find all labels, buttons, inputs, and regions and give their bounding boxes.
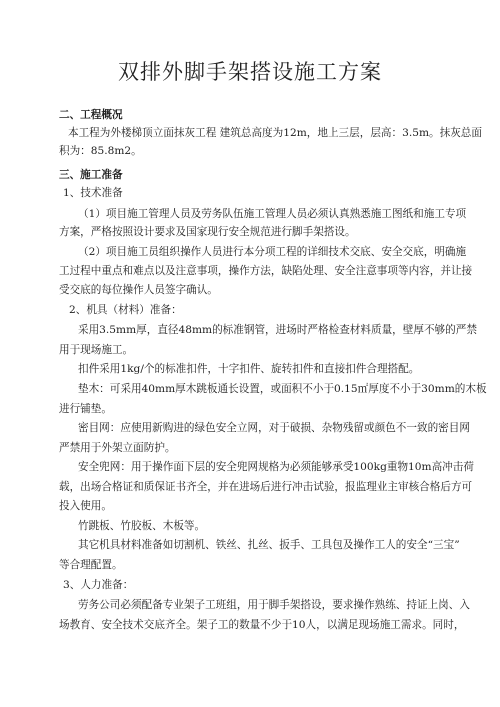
paragraph-line: 竹跳板、竹胶板、木板等。 [78,520,206,532]
subheading-equipment: 2、机具（材料）准备： [69,304,182,316]
paragraph-line: 用于现场施工。 [59,344,134,356]
paragraph-line: 积为：85.8m2。 [59,145,142,157]
paragraph-line: 投入使用。 [59,500,112,512]
paragraph-line: 密目网：应使用新购进的绿色安全立网，对于破损、杂物残留或颜色不一致的密目网 [78,422,470,434]
paragraph-line: 受交底的每位操作人员签字确认。 [59,284,218,296]
paragraph-line: 方案，严格按照设计要求及国家现行安全规范进行脚手架搭设。 [59,226,356,238]
paragraph-line: 安全兜网：用于操作面下层的安全兜网规格为必须能够承受100kg重物10m高冲击荷 [78,461,474,473]
paragraph-line: 劳务公司必须配备专业架子工班组，用于脚手架搭设，要求操作熟练、持证上岗、入 [78,599,470,611]
section-heading-preparation: 三、施工准备 [59,169,123,181]
paragraph-line: 本工程为外楼梯顶立面抹灰工程 建筑总高度为12m，地上三层，层高：3.5m。抹灰总面 [68,127,482,139]
paragraph-line: 垫木：可采用40mm厚木跳板通长设置，或面积不小于0.15㎡厚度不小于30mm的木板 [78,383,487,395]
paragraph-line: 其它机具材料准备如切割机、铁丝、扎丝、扳手、工具包及操作工人的安全“三宝” [78,539,460,551]
paragraph-line: 场教育、安全技术交底齐全。架子工的数量不少于10人，以满足现场施工需求。同时， [59,619,465,631]
paragraph-line: 等合理配置。 [59,559,123,571]
section-heading-overview: 二、工程概况 [59,109,123,121]
subheading-manpower: 3、人力准备： [63,579,134,591]
paragraph-line: 进行铺垫。 [59,403,112,415]
paragraph-line: 采用3.5mm厚，直径48mm的标准钢管，进场时严格检查材料质量，壁厚不够的严禁 [78,324,477,336]
paragraph-line: 严禁用于外架立面防护。 [59,442,176,454]
paragraph-line: （1）项目施工管理人员及劳务队伍施工管理人员必须认真熟悉施工图纸和施工专项 [78,208,467,220]
paragraph-line: 扣件采用1kg/个的标准扣件，十字扣件、旋转扣件和直接扣件合理搭配。 [78,363,420,375]
document-title: 双排外脚手架搭设施工方案 [118,60,382,84]
paragraph-line: 工过程中重点和难点以及注意事项，操作方法，缺陷处理、安全注意事项等内容，并让接 [59,265,473,277]
paragraph-line: 载，出场合格证和质保证书齐全，并在进场后进行冲击试验，报监理业主审核合格后方可 [59,481,473,493]
paragraph-line: （2）项目施工员组织操作人员进行本分项工程的详细技术交底、安全交底，明确施 [78,246,467,258]
subheading-technical: 1、技术准备 [63,187,123,199]
